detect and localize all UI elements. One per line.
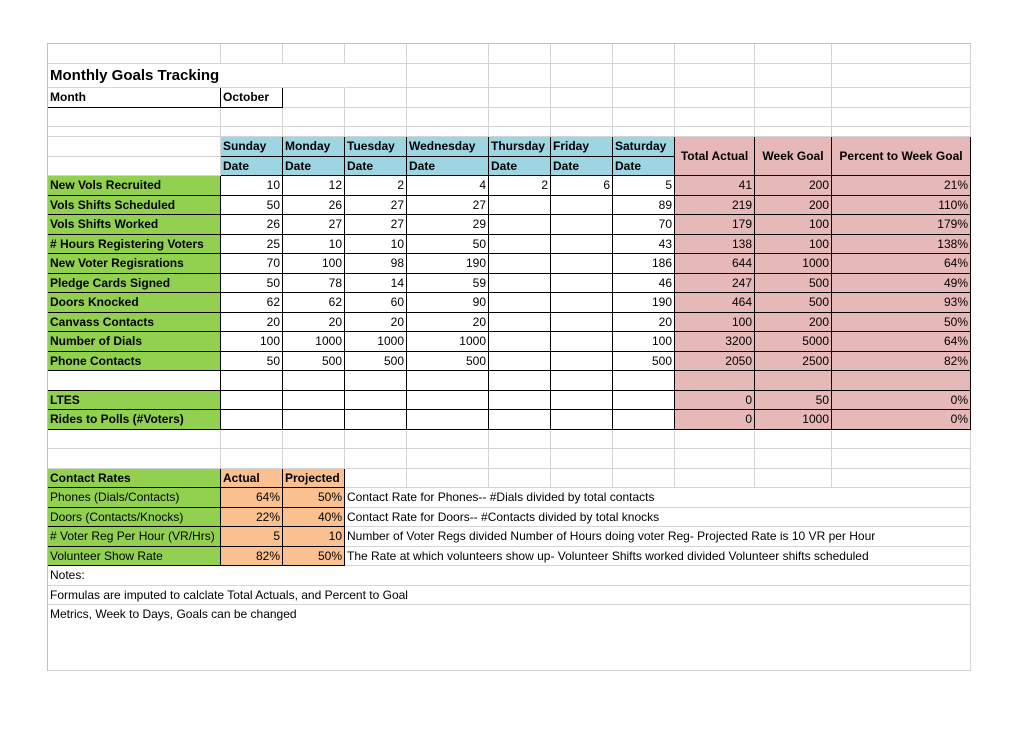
date-header[interactable]: Date [613,157,675,177]
metric-day-value[interactable] [489,235,551,255]
metric-day-value[interactable]: 500 [345,352,407,372]
empty-cell [407,64,489,88]
metric-day-value[interactable]: 2 [345,176,407,196]
empty-cell [283,108,345,127]
metric-day-value[interactable]: 20 [345,313,407,333]
metric-label[interactable]: Pledge Cards Signed [48,274,221,294]
metric-day-value[interactable]: 190 [407,254,489,274]
metric-label[interactable]: LTES [48,391,221,411]
month-value[interactable]: October [221,88,283,108]
metric-label[interactable]: New Voter Regisrations [48,254,221,274]
metric-day-value[interactable]: 1000 [407,332,489,352]
note-line[interactable]: Formulas are imputed to calclate Total Actuals, and Percent to Goal [48,586,971,606]
empty-cell [675,88,755,108]
metric-day-value[interactable]: 89 [613,196,675,216]
metric-day-value[interactable] [489,352,551,372]
metric-day-value[interactable] [221,391,283,411]
empty-cell [345,469,407,489]
week-goal[interactable]: 1000 [755,254,832,274]
metric-day-value[interactable] [489,254,551,274]
rate-description[interactable]: The Rate at which volunteers show up- Volunteer Shifts worked divided Volunteer shifts scheduled [345,547,971,567]
empty-cell [675,127,755,137]
metric-day-value[interactable]: 78 [283,274,345,294]
empty-cell [221,108,283,127]
empty-cell [407,44,489,64]
metric-day-value[interactable] [221,410,283,430]
metric-day-value[interactable]: 29 [407,215,489,235]
metric-day-value[interactable] [283,410,345,430]
rate-actual[interactable]: 64% [221,488,283,508]
metric-day-value[interactable] [551,215,613,235]
empty-cell [489,64,551,88]
total-actual[interactable]: 179 [675,215,755,235]
empty-cell [755,469,832,489]
metric-day-value[interactable] [551,391,613,411]
metric-day-value[interactable] [489,371,551,391]
empty-cell [551,88,613,108]
empty-cell [832,449,971,469]
summary-header[interactable]: Percent to Week Goal [832,137,971,176]
percent-to-goal[interactable]: 179% [832,215,971,235]
note-line[interactable]: Metrics, Week to Days, Goals can be changed [48,605,971,671]
metric-label[interactable]: # Hours Registering Voters [48,235,221,255]
empty-cell [48,108,221,127]
empty-cell [345,64,407,88]
metric-day-value[interactable]: 2 [489,176,551,196]
metric-day-value[interactable] [551,332,613,352]
metric-day-value[interactable]: 100 [221,332,283,352]
metric-day-value[interactable]: 46 [613,274,675,294]
empty-cell [221,44,283,64]
total-actual[interactable]: 0 [675,391,755,411]
metric-day-value[interactable]: 43 [613,235,675,255]
empty-cell [613,469,675,489]
date-header[interactable]: Date [551,157,613,177]
metric-day-value[interactable]: 6 [551,176,613,196]
empty-cell [675,430,755,450]
empty-cell [551,469,613,489]
metric-day-value[interactable]: 10 [283,235,345,255]
metric-day-value[interactable]: 14 [345,274,407,294]
total-actual[interactable]: 0 [675,410,755,430]
metric-label[interactable]: Number of Dials [48,332,221,352]
metric-day-value[interactable]: 10 [345,235,407,255]
empty-cell [613,449,675,469]
empty-cell [407,430,489,450]
day-header[interactable]: Sunday [221,137,283,157]
empty-cell [345,127,407,137]
metric-label[interactable]: Doors Knocked [48,293,221,313]
metric-label[interactable]: Phone Contacts [48,352,221,372]
total-actual[interactable]: 644 [675,254,755,274]
metric-day-value[interactable] [407,371,489,391]
empty-cell [551,44,613,64]
total-actual[interactable]: 138 [675,235,755,255]
percent-to-goal[interactable]: 21% [832,176,971,196]
metric-day-value[interactable] [283,371,345,391]
empty-cell [755,108,832,127]
empty-cell [489,108,551,127]
rate-projected[interactable]: 50% [283,488,345,508]
rate-description[interactable]: Contact Rate for Doors-- #Contacts divided by total knocks [345,508,971,528]
metric-day-value[interactable]: 50 [221,352,283,372]
metric-day-value[interactable]: 98 [345,254,407,274]
empty-cell [613,108,675,127]
percent-to-goal[interactable] [832,371,971,391]
metric-day-value[interactable] [613,371,675,391]
percent-to-goal[interactable]: 110% [832,196,971,216]
empty-cell [283,88,345,108]
empty-cell [48,44,221,64]
rate-projected[interactable]: 40% [283,508,345,528]
week-goal[interactable]: 200 [755,313,832,333]
rate-description[interactable]: Number of Voter Regs divided Number of Hours doing voter Reg- Projected Rate is 10 VR per Hour [345,527,971,547]
metric-day-value[interactable]: 50 [407,235,489,255]
metric-day-value[interactable]: 27 [407,196,489,216]
empty-cell [221,449,283,469]
week-goal[interactable]: 5000 [755,332,832,352]
empty-cell [407,469,489,489]
percent-to-goal[interactable]: 0% [832,410,971,430]
empty-cell [48,449,221,469]
empty-cell [551,127,613,137]
empty-cell [755,127,832,137]
metric-day-value[interactable]: 500 [283,352,345,372]
day-header[interactable]: Friday [551,137,613,157]
empty-cell [832,430,971,450]
empty-cell [407,449,489,469]
empty-cell [675,449,755,469]
metric-day-value[interactable]: 4 [407,176,489,196]
week-goal[interactable]: 200 [755,196,832,216]
metric-day-value[interactable]: 186 [613,254,675,274]
metric-day-value[interactable]: 100 [283,254,345,274]
week-goal[interactable]: 1000 [755,410,832,430]
date-header[interactable]: Date [407,157,489,177]
metric-day-value[interactable] [489,215,551,235]
metric-day-value[interactable] [407,410,489,430]
empty-cell [407,108,489,127]
metric-day-value[interactable]: 1000 [345,332,407,352]
empty-cell [675,44,755,64]
empty-cell [613,430,675,450]
empty-cell [221,430,283,450]
rate-label[interactable]: # Voter Reg Per Hour (VR/Hrs) [48,527,221,547]
metric-day-value[interactable]: 10 [221,176,283,196]
week-goal[interactable] [755,371,832,391]
metric-day-value[interactable]: 12 [283,176,345,196]
empty-cell [675,469,755,489]
empty-cell [613,88,675,108]
date-header[interactable]: Date [345,157,407,177]
metric-day-value[interactable]: 20 [283,313,345,333]
spreadsheet-grid [47,43,971,671]
metric-day-value[interactable] [551,274,613,294]
metric-day-value[interactable]: 500 [407,352,489,372]
metric-day-value[interactable] [345,391,407,411]
day-header[interactable]: Monday [283,137,345,157]
metric-label[interactable]: New Vols Recruited [48,176,221,196]
metric-day-value[interactable]: 20 [407,313,489,333]
rate-projected[interactable]: 10 [283,527,345,547]
metric-day-value[interactable] [551,313,613,333]
metric-day-value[interactable] [345,371,407,391]
metric-day-value[interactable] [551,254,613,274]
metric-day-value[interactable]: 1000 [283,332,345,352]
empty-cell [832,88,971,108]
rate-projected[interactable]: 50% [283,547,345,567]
empty-cell [345,449,407,469]
total-actual[interactable]: 100 [675,313,755,333]
empty-cell [283,449,345,469]
metric-day-value[interactable] [551,410,613,430]
empty-cell [755,430,832,450]
week-goal[interactable]: 50 [755,391,832,411]
total-actual[interactable]: 41 [675,176,755,196]
metric-day-value[interactable]: 20 [221,313,283,333]
empty-cell [551,108,613,127]
empty-cell [48,157,221,177]
week-goal[interactable]: 200 [755,176,832,196]
empty-cell [345,108,407,127]
rate-actual[interactable]: 82% [221,547,283,567]
empty-cell [675,108,755,127]
total-actual[interactable]: 464 [675,293,755,313]
metric-label[interactable]: Rides to Polls (#Voters) [48,410,221,430]
empty-cell [675,64,755,88]
empty-cell [48,430,221,450]
projected-header[interactable]: Projected [283,469,345,489]
metric-day-value[interactable] [551,293,613,313]
empty-cell [221,127,283,137]
percent-to-goal[interactable]: 93% [832,293,971,313]
metric-day-value[interactable]: 62 [221,293,283,313]
day-header[interactable]: Wednesday [407,137,489,157]
date-header[interactable]: Date [221,157,283,177]
metric-day-value[interactable] [551,196,613,216]
percent-to-goal[interactable]: 0% [832,391,971,411]
date-header[interactable]: Date [283,157,345,177]
week-goal[interactable]: 500 [755,274,832,294]
empty-cell [407,88,489,108]
total-actual[interactable]: 2050 [675,352,755,372]
empty-cell [345,44,407,64]
metric-day-value[interactable] [221,371,283,391]
metric-day-value[interactable]: 26 [283,196,345,216]
date-header[interactable]: Date [489,157,551,177]
metric-day-value[interactable]: 70 [221,254,283,274]
empty-cell [345,430,407,450]
rate-actual[interactable]: 22% [221,508,283,528]
week-goal[interactable]: 100 [755,235,832,255]
metric-day-value[interactable] [489,391,551,411]
empty-cell [283,127,345,137]
note-line[interactable]: Notes: [48,566,971,586]
metric-day-value[interactable]: 60 [345,293,407,313]
metric-day-value[interactable]: 59 [407,274,489,294]
actual-header[interactable]: Actual [221,469,283,489]
percent-to-goal[interactable]: 138% [832,235,971,255]
day-header[interactable]: Thursday [489,137,551,157]
empty-cell [832,108,971,127]
metric-day-value[interactable]: 62 [283,293,345,313]
metric-day-value[interactable] [551,371,613,391]
metric-day-value[interactable]: 70 [613,215,675,235]
metric-day-value[interactable] [613,410,675,430]
empty-cell [832,127,971,137]
metric-day-value[interactable] [551,235,613,255]
metric-label[interactable] [48,371,221,391]
empty-cell [755,44,832,64]
metric-day-value[interactable] [613,391,675,411]
month-label[interactable]: Month [48,88,221,108]
empty-cell [832,469,971,489]
percent-to-goal[interactable]: 82% [832,352,971,372]
total-actual[interactable]: 3200 [675,332,755,352]
total-actual[interactable] [675,371,755,391]
rate-label[interactable]: Volunteer Show Rate [48,547,221,567]
summary-header[interactable]: Week Goal [755,137,832,176]
empty-cell [755,88,832,108]
percent-to-goal[interactable]: 64% [832,254,971,274]
empty-cell [551,64,613,88]
empty-cell [755,64,832,88]
metric-day-value[interactable]: 5 [613,176,675,196]
percent-to-goal[interactable]: 50% [832,313,971,333]
empty-cell [551,430,613,450]
metric-day-value[interactable]: 500 [613,352,675,372]
empty-cell [755,449,832,469]
rate-actual[interactable]: 5 [221,527,283,547]
metric-label[interactable]: Canvass Contacts [48,313,221,333]
metric-day-value[interactable]: 27 [283,215,345,235]
metric-day-value[interactable] [551,352,613,372]
total-actual[interactable]: 219 [675,196,755,216]
empty-cell [489,430,551,450]
metric-day-value[interactable] [407,391,489,411]
empty-cell [283,430,345,450]
empty-cell [489,88,551,108]
metric-day-value[interactable]: 190 [613,293,675,313]
empty-cell [345,88,407,108]
metric-day-value[interactable]: 90 [407,293,489,313]
empty-cell [551,449,613,469]
empty-cell [489,469,551,489]
empty-cell [489,127,551,137]
summary-header[interactable]: Total Actual [675,137,755,176]
metric-day-value[interactable] [283,391,345,411]
metric-day-value[interactable] [489,313,551,333]
empty-cell [48,127,221,137]
percent-to-goal[interactable]: 64% [832,332,971,352]
empty-cell [489,449,551,469]
metric-day-value[interactable]: 27 [345,196,407,216]
metric-day-value[interactable] [489,410,551,430]
empty-cell [613,127,675,137]
empty-cell [613,64,675,88]
sheet-title[interactable]: Monthly Goals Tracking [48,64,345,88]
metric-day-value[interactable]: 50 [221,196,283,216]
metric-day-value[interactable]: 25 [221,235,283,255]
empty-cell [283,44,345,64]
day-header[interactable]: Saturday [613,137,675,157]
rate-label[interactable]: Phones (Dials/Contacts) [48,488,221,508]
week-goal[interactable]: 100 [755,215,832,235]
metric-day-value[interactable]: 27 [345,215,407,235]
metric-day-value[interactable]: 20 [613,313,675,333]
week-goal[interactable]: 2500 [755,352,832,372]
week-goal[interactable]: 500 [755,293,832,313]
metric-day-value[interactable] [489,196,551,216]
metric-day-value[interactable] [489,332,551,352]
metric-label[interactable]: Vols Shifts Worked [48,215,221,235]
metric-day-value[interactable]: 100 [613,332,675,352]
empty-cell [407,127,489,137]
rate-label[interactable]: Doors (Contacts/Knocks) [48,508,221,528]
empty-cell [832,44,971,64]
contact-rates-header[interactable]: Contact Rates [48,469,221,489]
metric-day-value[interactable] [489,293,551,313]
metric-label[interactable]: Vols Shifts Scheduled [48,196,221,216]
total-actual[interactable]: 247 [675,274,755,294]
metric-day-value[interactable] [489,274,551,294]
day-header[interactable]: Tuesday [345,137,407,157]
empty-cell [613,44,675,64]
metric-day-value[interactable]: 50 [221,274,283,294]
empty-cell [489,44,551,64]
percent-to-goal[interactable]: 49% [832,274,971,294]
metric-day-value[interactable] [345,410,407,430]
empty-cell [48,137,221,157]
rate-description[interactable]: Contact Rate for Phones-- #Dials divided by total contacts [345,488,971,508]
empty-cell [832,64,971,88]
metric-day-value[interactable]: 26 [221,215,283,235]
